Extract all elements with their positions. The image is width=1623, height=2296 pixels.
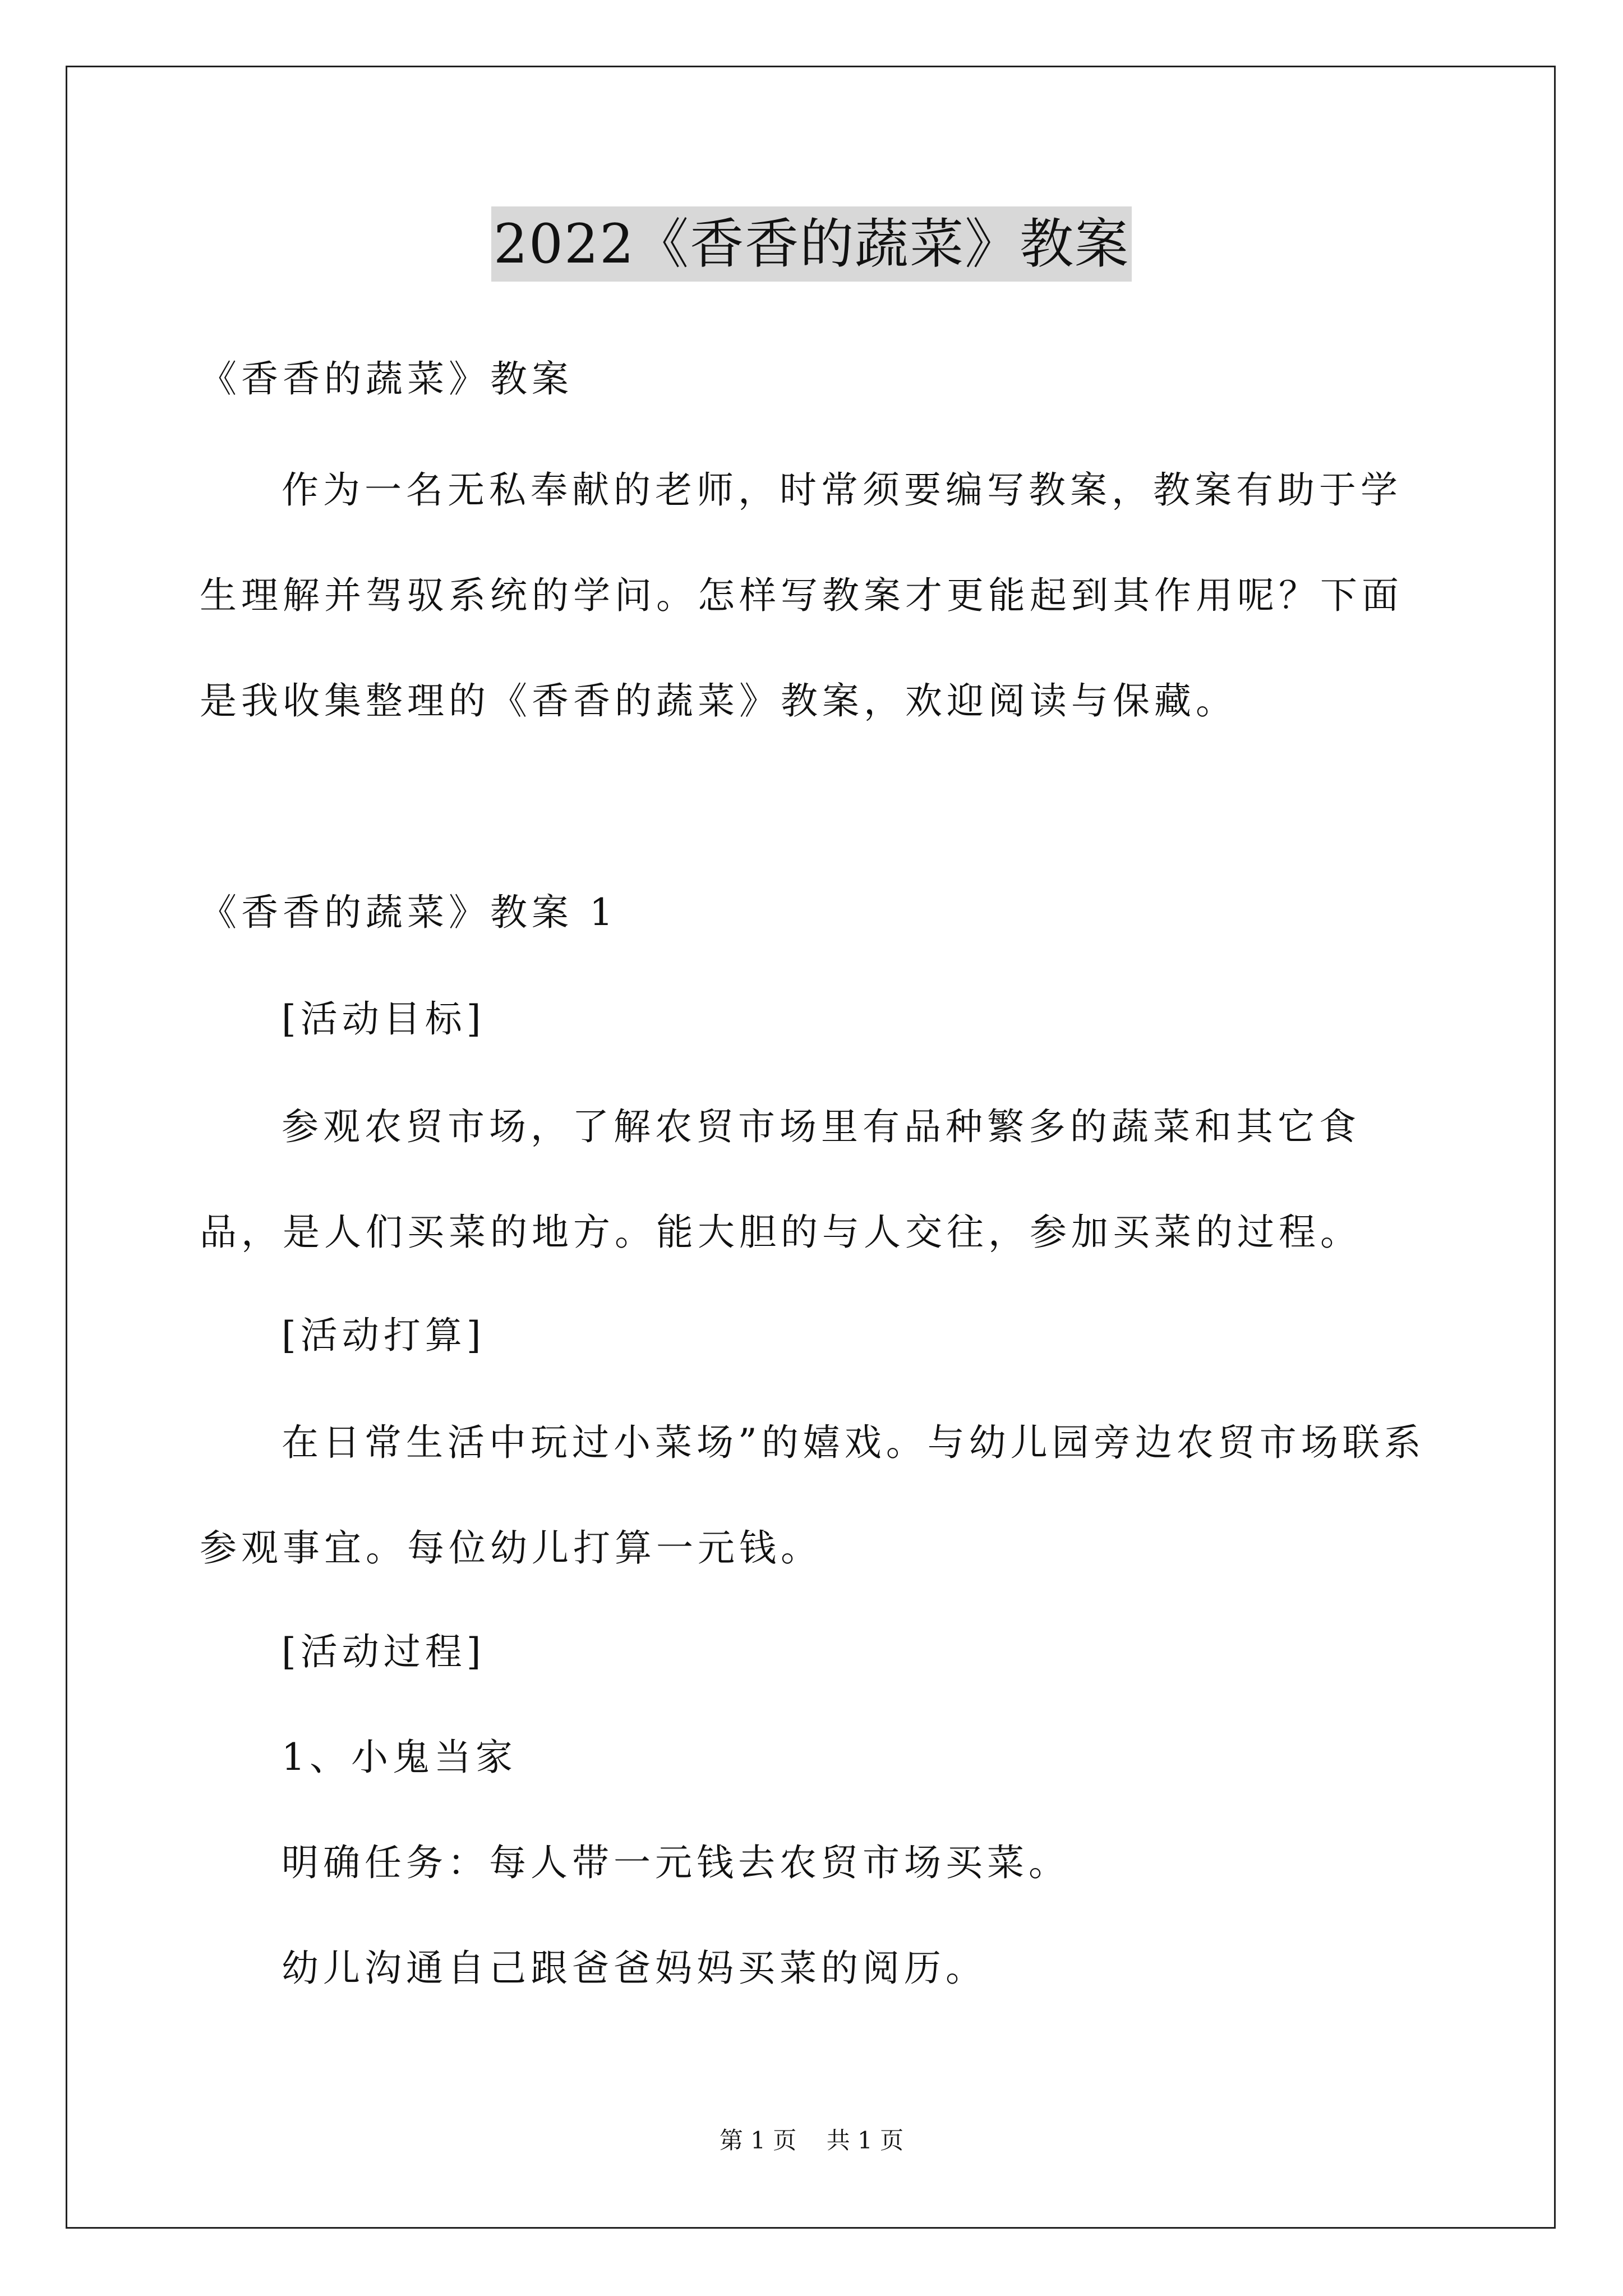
page-footer: 第 1 页 共 1 页: [719, 2127, 904, 2154]
document-subtitle: 《香香的蔬菜》教案: [200, 357, 573, 401]
document-title: 2022《香香的蔬菜》教案: [491, 206, 1132, 282]
prep-paragraph: 在日常生活中玩过小菜场”的嬉戏。与幼儿园旁边农贸市场联系参观事宜。每位幼儿打算一元钱。: [200, 1421, 1426, 1570]
title-block: [0, 206, 1623, 282]
section-heading: 《香香的蔬菜》教案 1: [200, 891, 617, 934]
intro-paragraph: 作为一名无私奉献的老师，时常须要编写教案，教案有助于学生理解并驾驭系统的学问。怎样写教案才更能起到其作用呢？下面是我收集整理的《香香的蔬菜》教案，欢迎阅读与保藏。: [200, 468, 1403, 723]
step1-task: 明确任务：每人带一元钱去农贸市场买菜。: [282, 1841, 1070, 1884]
prep-label: [活动打算]: [282, 1314, 486, 1357]
step1-title: 1、小鬼当家: [282, 1736, 517, 1779]
goal-paragraph: 参观农贸市场，了解农贸市场里有品种繁多的蔬菜和其它食品，是人们买菜的地方。能大胆的与人交往，参加买菜的过程。: [200, 1105, 1362, 1254]
process-label: [活动过程]: [282, 1630, 486, 1673]
step1-share: 幼儿沟通自己跟爸爸妈妈买菜的阅历。: [282, 1947, 987, 1990]
goal-label: [活动目标]: [282, 997, 486, 1041]
